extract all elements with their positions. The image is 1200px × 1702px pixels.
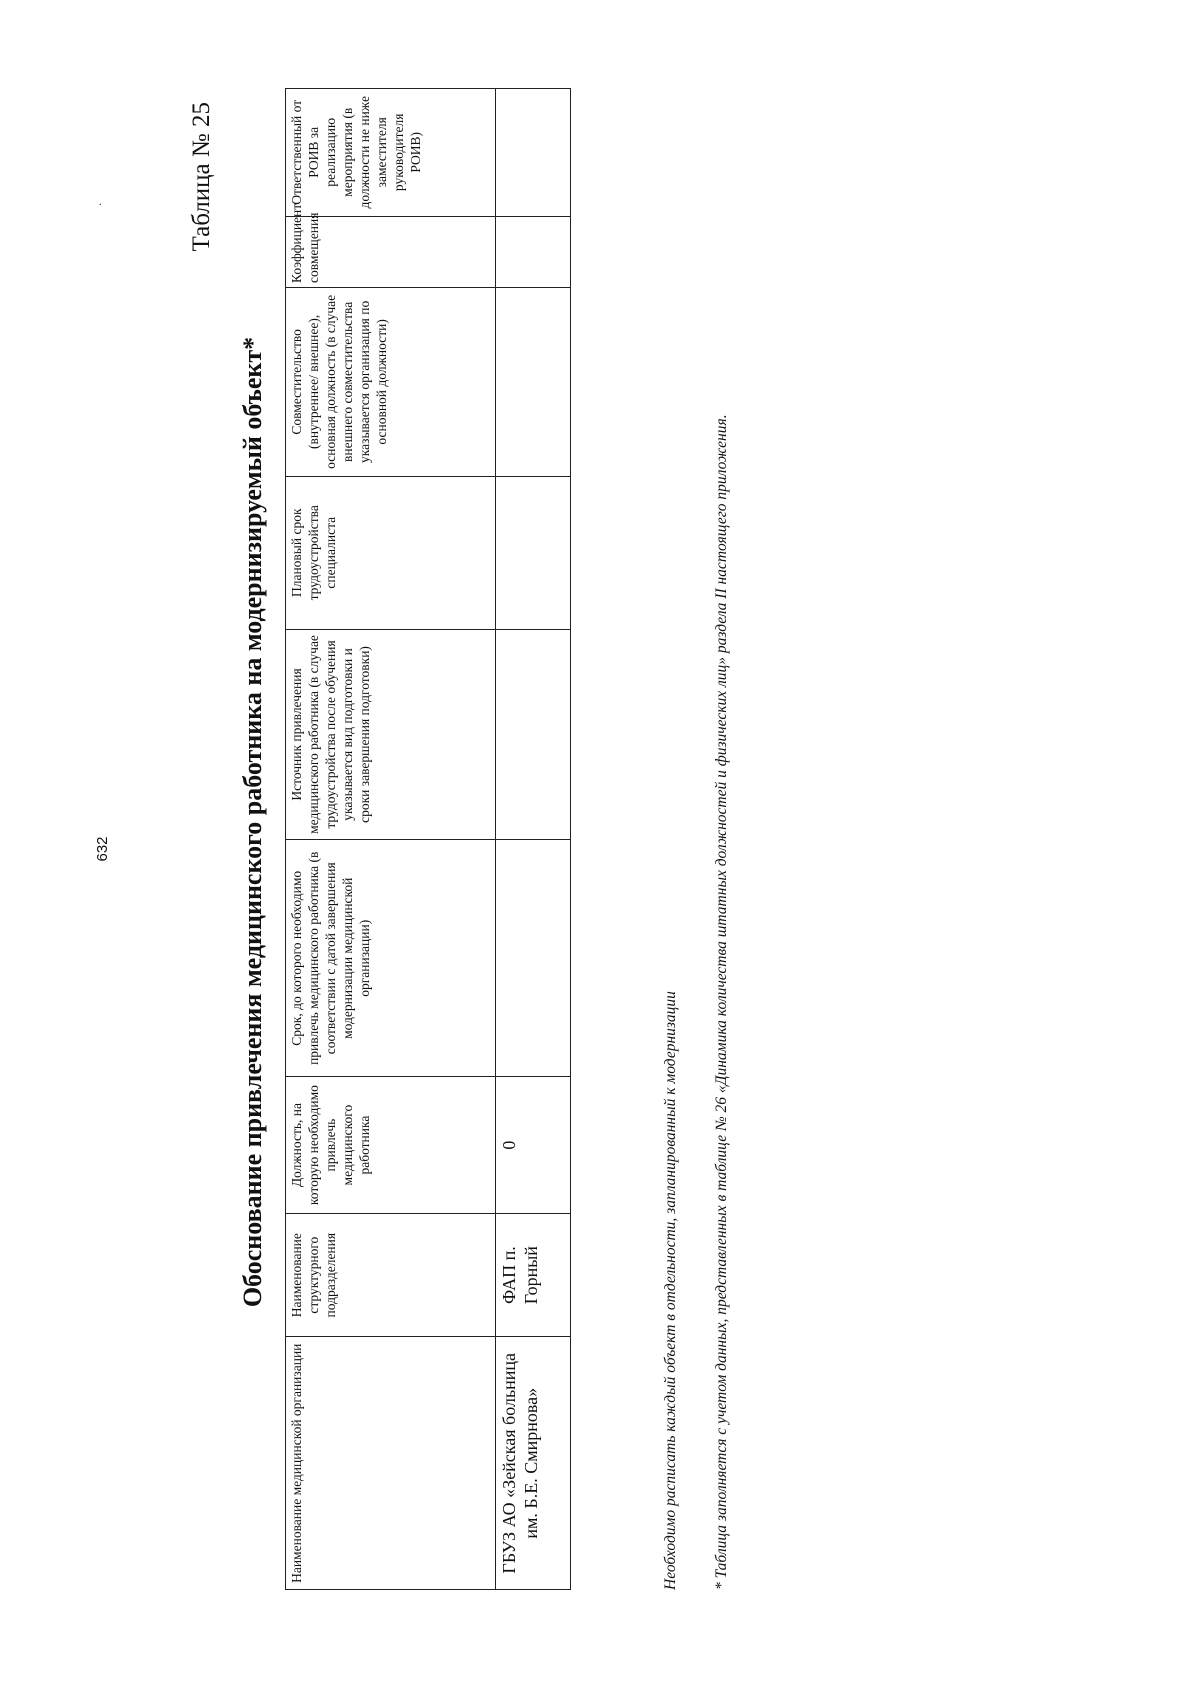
cell-planned-date <box>496 476 571 629</box>
header-position: Должность, на которую необходимо привлечь медицинского работника <box>286 1077 496 1213</box>
page-number: 632 <box>94 836 111 862</box>
cell-org-name: ГБУЗ АО «Зейская больница им. Б.Е. Смирнова» <box>496 1337 571 1590</box>
header-responsible: Ответственный от РОИВ за реализацию мероприятия (в должности не ниже заместителя руководителя РОИВ) <box>286 89 496 217</box>
table-number: Таблица № 25 <box>188 102 215 252</box>
table-header-row <box>286 89 496 1590</box>
cell-subdivision: ФАП п. Горный <box>496 1213 571 1337</box>
document-title: Обоснование привлечения медицинского работника на модернизируемый объект* <box>238 336 267 1308</box>
header-source: Источник привлечения медицинского работника (в случае трудоустройства после обучения указывается вид подготовки и сроки завершения подготовки) <box>286 629 496 839</box>
cell-part-time <box>496 288 571 477</box>
cell-deadline <box>496 840 571 1077</box>
header-subdivision: Наименование структурного подразделения <box>286 1213 496 1337</box>
header-coefficient: Коэффициент совмещения <box>286 216 496 287</box>
header-deadline: Срок, до которого необходимо привлечь медицинского работника (в соответствии с датой завершения модернизации медицинской организации) <box>286 840 496 1077</box>
cell-coefficient <box>496 216 571 287</box>
cell-position: 0 <box>496 1077 571 1213</box>
cell-source <box>496 629 571 839</box>
header-org-name: Наименование медицинской организации <box>286 1337 496 1590</box>
header-part-time: Совместительство (внутреннее/ внешнее), основная должность (в случае внешнего совместительства указывается организация по основной должности) <box>286 288 496 477</box>
header-planned-date: Плановый срок трудоустройства специалиста <box>286 476 496 629</box>
staffing-table <box>285 88 571 1590</box>
cell-responsible <box>496 89 571 217</box>
footnote: * Таблица заполняется с учетом данных, представленных в таблице № 26 «Динамика количества штатных должностей и физических лиц» раздела II настоящего приложения. <box>713 414 730 1590</box>
table-row <box>496 89 571 1590</box>
scan-dot: · <box>96 202 107 206</box>
required-note: Необходимо расписать каждый объект в отдельности, запланированный к модернизации <box>662 991 679 1590</box>
